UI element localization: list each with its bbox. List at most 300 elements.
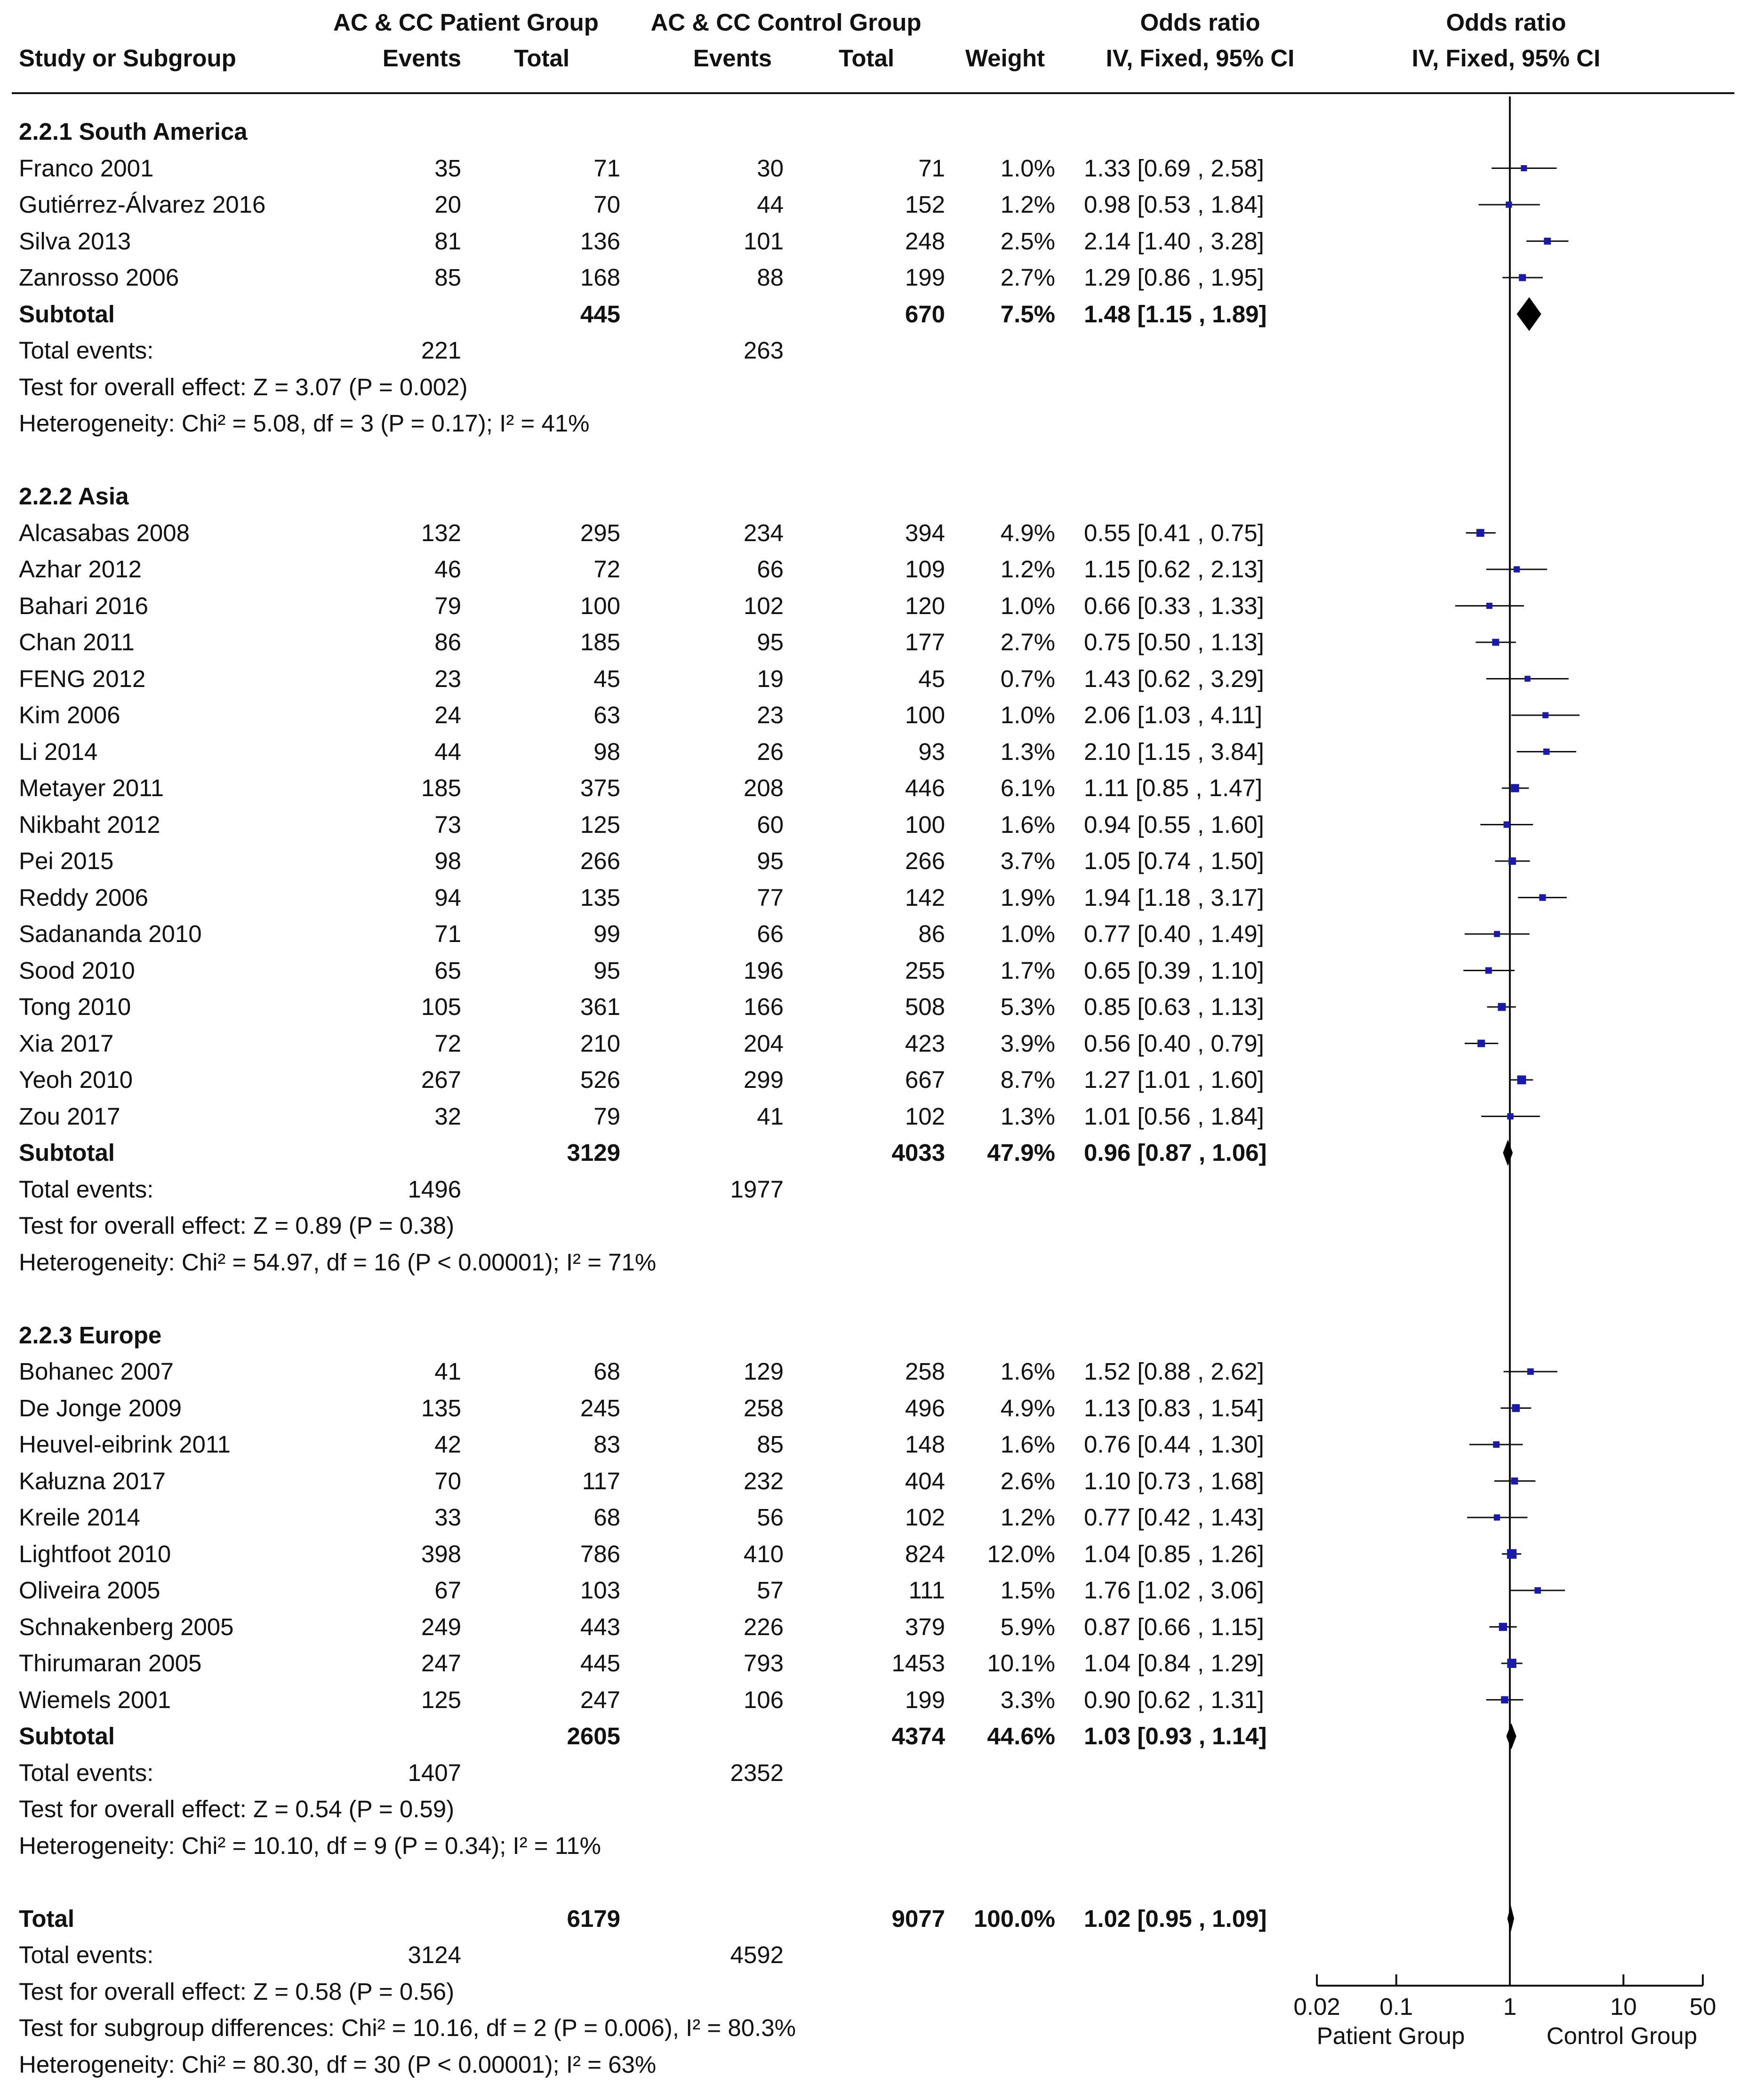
row-events-patient: 132 [421,519,461,546]
row-total-control: 379 [905,1613,945,1640]
row-events-control: 226 [743,1613,784,1640]
row-ci: 1.02 [0.95 , 1.09] [1084,1905,1267,1932]
row-events-patient: 23 [434,665,461,692]
row-total-patient: 83 [593,1431,620,1458]
row-weight: 3.3% [1000,1686,1055,1713]
row-events-control: 4592 [730,1941,784,1968]
row-total-control: 394 [905,519,945,546]
row-events-control: 77 [757,884,784,911]
row-total-control: 120 [905,592,945,619]
row-events-patient: 70 [434,1467,461,1494]
row-total-control: 142 [905,884,945,911]
row-total-control: 446 [905,775,945,801]
row-events-patient: 125 [421,1686,461,1713]
row-total-control: 248 [905,227,945,255]
row-events-control: 66 [757,556,784,583]
point-estimate [1498,1003,1506,1011]
row-total-control: 508 [905,993,945,1020]
row-ci: 0.87 [0.66 , 1.15] [1084,1613,1264,1640]
row-events-control: 102 [743,592,784,619]
row-label: Chan 2011 [19,629,135,655]
row-label: Subtotal [19,1723,115,1749]
row-total-patient: 72 [593,556,620,583]
row-label: Tong 2010 [19,993,131,1020]
row-ci: 1.11 [0.85 , 1.47] [1084,775,1263,801]
row-events-patient: 267 [421,1066,461,1093]
point-estimate [1486,603,1492,609]
row-total-patient: 247 [580,1686,620,1713]
row-ci: 0.85 [0.63 , 1.13] [1084,993,1264,1020]
row-total-patient: 526 [580,1066,620,1093]
row-ci: 1.29 [0.86 , 1.95] [1084,264,1264,291]
summary-diamond [1507,1906,1514,1932]
row-label: Li 2014 [19,738,98,765]
row-events-control: 208 [743,775,784,801]
row-events-control: 44 [757,191,784,218]
row-events-control: 60 [757,811,784,838]
row-total-patient: 70 [593,191,620,218]
row-total-patient: 63 [593,702,620,728]
row-label: Bohanec 2007 [19,1358,174,1385]
point-estimate [1507,1659,1516,1668]
row-total-control: 496 [905,1394,945,1421]
row-total-patient: 117 [582,1467,620,1494]
point-estimate [1512,1404,1520,1412]
row-ci: 1.27 [1.01 , 1.60] [1084,1066,1264,1093]
row-events-control: 258 [743,1394,784,1421]
header-patient-group: AC & CC Patient Group [333,9,599,36]
row-ci: 1.10 [0.73 , 1.68] [1084,1467,1264,1494]
row-total-patient: 295 [580,519,620,546]
header-method: IV, Fixed, 95% CI [1106,45,1295,72]
point-estimate [1504,822,1510,828]
row-events-control: 129 [743,1358,784,1385]
row-events-patient: 185 [421,775,461,801]
header-control-group: AC & CC Control Group [650,9,922,36]
row-ci: 0.56 [0.40 , 0.79] [1084,1030,1264,1057]
row-events-patient: 1407 [408,1759,461,1786]
row-total-control: 111 [908,1577,945,1604]
row-label: Total events: [19,1941,154,1968]
row-total-patient: 45 [593,665,620,692]
row-events-control: 410 [743,1540,784,1567]
point-estimate [1501,1696,1508,1703]
x-tick-label: 1 [1503,1993,1517,2020]
header-method-plot: IV, Fixed, 95% CI [1411,45,1601,72]
row-total-patient: 445 [580,300,620,327]
point-estimate [1514,566,1520,572]
row-weight: 1.6% [1000,811,1055,838]
row-label: Wiemels 2001 [19,1686,171,1713]
row-weight: 5.9% [1000,1613,1055,1640]
x-label-left: Patient Group [1316,2022,1465,2049]
row-weight: 2.7% [1000,264,1055,291]
point-estimate [1476,529,1484,537]
row-total-patient: 136 [580,227,620,255]
row-events-patient: 46 [434,556,461,583]
x-tick-label: 0.1 [1379,1993,1413,2020]
x-tick-label: 50 [1689,1993,1716,2020]
row-ci: 1.43 [0.62 , 3.29] [1084,665,1264,692]
row-total-patient: 79 [593,1102,620,1130]
row-ci: 0.55 [0.41 , 0.75] [1084,519,1264,546]
row-weight: 1.6% [1000,1358,1055,1385]
row-total-patient: 68 [593,1358,620,1385]
row-events-control: 101 [743,227,784,255]
row-total-control: 255 [905,957,945,984]
row-events-control: 23 [757,702,784,728]
row-events-patient: 135 [421,1394,461,1421]
row-ci: 1.01 [0.56 , 1.84] [1084,1102,1264,1130]
row-total-control: 4374 [891,1723,945,1749]
row-label: Heterogeneity: Chi² = 80.30, df = 30 (P < 0.00001); I² = 63% [19,2051,657,2078]
row-events-patient: 65 [434,957,461,984]
x-tick-label: 0.02 [1293,1993,1340,2020]
row-weight: 5.3% [1000,993,1055,1020]
row-label: Bahari 2016 [19,592,149,619]
row-total-patient: 99 [593,920,620,947]
header-events-control: Events [693,45,772,72]
row-events-patient: 249 [421,1613,461,1640]
row-events-patient: 44 [434,738,461,765]
point-estimate [1544,238,1551,245]
row-weight: 1.0% [1000,702,1055,728]
header-weight: Weight [965,45,1045,72]
row-ci: 0.98 [0.53 , 1.84] [1084,191,1264,218]
row-total-control: 1453 [891,1650,945,1677]
row-total-patient: 100 [580,592,620,619]
row-total-control: 404 [905,1467,945,1494]
row-weight: 6.1% [1000,775,1055,801]
row-ci: 0.66 [0.33 , 1.33] [1084,592,1264,619]
row-ci: 0.90 [0.62 , 1.31] [1084,1686,1264,1713]
row-events-patient: 71 [434,920,461,947]
row-events-control: 88 [757,264,784,291]
row-weight: 3.9% [1000,1030,1055,1057]
row-events-control: 56 [757,1504,784,1531]
point-estimate [1543,749,1549,755]
row-label: Lightfoot 2010 [19,1540,171,1567]
row-ci: 2.14 [1.40 , 3.28] [1084,227,1264,255]
row-ci: 0.75 [0.50 , 1.13] [1084,629,1264,655]
row-total-patient: 135 [580,884,620,911]
row-weight: 1.2% [1000,556,1055,583]
row-total-patient: 3129 [567,1139,620,1166]
x-tick-label: 10 [1610,1993,1637,2020]
row-events-control: 19 [757,665,784,692]
row-events-control: 95 [757,629,784,655]
row-ci: 0.94 [0.55 , 1.60] [1084,811,1264,838]
row-total-control: 45 [918,665,945,692]
row-label: Franco 2001 [19,154,154,182]
row-ci: 0.76 [0.44 , 1.30] [1084,1431,1264,1458]
row-label: Total events: [19,337,154,364]
row-total-patient: 445 [580,1650,620,1677]
row-events-patient: 35 [434,154,461,182]
row-total-patient: 786 [580,1540,620,1567]
row-total-control: 102 [905,1102,945,1130]
row-weight: 8.7% [1000,1066,1055,1093]
point-estimate [1493,1441,1499,1448]
header-study: Study or Subgroup [19,45,236,72]
point-estimate [1521,165,1527,171]
row-total-patient: 375 [580,775,620,801]
row-events-patient: 1496 [408,1175,461,1203]
row-weight: 1.7% [1000,957,1055,984]
point-estimate [1539,894,1546,901]
row-events-patient: 72 [434,1030,461,1057]
row-label: Sood 2010 [19,957,135,984]
row-events-control: 793 [743,1650,784,1677]
row-events-control: 263 [743,337,784,364]
row-label: 2.2.3 Europe [19,1321,162,1349]
row-events-patient: 94 [434,884,461,911]
row-total-control: 71 [918,154,945,182]
row-events-control: 41 [757,1102,784,1130]
row-label: Alcasabas 2008 [19,519,190,546]
point-estimate [1524,676,1531,682]
row-events-control: 299 [743,1066,784,1093]
row-label: Heterogeneity: Chi² = 10.10, df = 9 (P = 0.34); I² = 11% [19,1832,601,1859]
row-weight: 1.0% [1000,592,1055,619]
row-total-patient: 103 [580,1577,620,1604]
row-label: Metayer 2011 [19,775,164,801]
row-label: Thirumaran 2005 [19,1650,202,1677]
row-label: Zou 2017 [19,1102,120,1130]
row-label: Total events: [19,1759,154,1786]
summary-diamond [1503,1140,1513,1166]
row-weight: 1.3% [1000,738,1055,765]
row-weight: 47.9% [987,1139,1055,1166]
row-weight: 1.2% [1000,1504,1055,1531]
point-estimate [1527,1368,1534,1375]
row-weight: 1.2% [1000,191,1055,218]
point-estimate [1519,274,1526,281]
row-total-control: 4033 [891,1139,945,1166]
row-events-control: 85 [757,1431,784,1458]
header-total-control: Total [838,45,894,72]
row-events-patient: 67 [434,1577,461,1604]
point-estimate [1477,1040,1485,1047]
point-estimate [1508,857,1516,865]
row-ci: 0.96 [0.87 , 1.06] [1084,1139,1267,1166]
row-total-patient: 2605 [567,1723,620,1749]
row-weight: 1.0% [1000,154,1055,182]
point-estimate [1492,639,1499,646]
row-weight: 7.5% [1000,300,1055,327]
row-events-control: 234 [743,519,784,546]
point-estimate [1507,1549,1516,1558]
row-events-patient: 3124 [408,1941,461,1968]
row-events-control: 166 [743,993,784,1020]
row-label: Pei 2015 [19,847,114,874]
row-events-control: 26 [757,738,784,765]
row-total-control: 93 [918,738,945,765]
row-events-patient: 42 [434,1431,461,1458]
row-events-control: 106 [743,1686,784,1713]
row-weight: 0.7% [1000,665,1055,692]
row-ci: 2.10 [1.15 , 3.84] [1084,738,1264,765]
row-events-patient: 79 [434,592,461,619]
row-ci: 0.77 [0.42 , 1.43] [1084,1504,1264,1531]
point-estimate [1494,1514,1500,1520]
row-events-control: 95 [757,847,784,874]
point-estimate [1534,1587,1541,1594]
row-weight: 12.0% [987,1540,1055,1567]
header-odds-ratio-plot: Odds ratio [1446,9,1566,36]
row-ci: 1.52 [0.88 , 2.62] [1084,1358,1264,1385]
point-estimate [1499,1623,1507,1631]
row-total-control: 824 [905,1540,945,1567]
row-total-control: 670 [905,300,945,327]
row-label: Test for overall effect: Z = 0.54 (P = 0.59) [19,1796,455,1822]
row-label: Test for subgroup differences: Chi² = 10.16, df = 2 (P = 0.006), I² = 80.3% [19,2014,796,2041]
row-label: 2.2.2 Asia [19,483,129,510]
x-label-right: Control Group [1546,2022,1698,2049]
row-label: Total events: [19,1175,154,1203]
row-ci: 1.13 [0.83 , 1.54] [1084,1394,1264,1421]
row-total-patient: 443 [580,1613,620,1640]
row-label: Test for overall effect: Z = 0.58 (P = 0.56) [19,1978,455,2005]
row-total-control: 9077 [891,1905,945,1932]
row-ci: 1.94 [1.18 , 3.17] [1084,884,1264,911]
row-total-control: 109 [905,556,945,583]
row-events-patient: 24 [434,702,461,728]
row-total-patient: 168 [580,264,620,291]
row-label: Heterogeneity: Chi² = 5.08, df = 3 (P = 0.17); I² = 41% [19,410,590,437]
row-events-patient: 33 [434,1504,461,1531]
row-label: Kreile 2014 [19,1504,141,1531]
summary-diamond [1506,1723,1516,1749]
row-events-patient: 86 [434,629,461,655]
row-weight: 10.1% [987,1650,1055,1677]
point-estimate [1542,712,1548,719]
row-weight: 1.0% [1000,920,1055,947]
row-weight: 2.6% [1000,1467,1055,1494]
row-label: Test for overall effect: Z = 3.07 (P = 0.002) [19,373,468,400]
point-estimate [1517,1076,1526,1085]
point-estimate [1511,784,1519,792]
row-total-patient: 98 [593,738,620,765]
row-events-patient: 398 [421,1540,461,1567]
row-ci: 1.15 [0.62 , 2.13] [1084,556,1264,583]
row-total-control: 199 [905,1686,945,1713]
row-weight: 100.0% [974,1905,1055,1932]
row-label: Yeoh 2010 [19,1066,133,1093]
row-weight: 1.6% [1000,1431,1055,1458]
row-events-patient: 73 [434,811,461,838]
row-ci: 1.76 [1.02 , 3.06] [1084,1577,1264,1604]
row-total-patient: 266 [580,847,620,874]
row-weight: 1.9% [1000,884,1055,911]
row-label: Xia 2017 [19,1030,114,1057]
row-weight: 4.9% [1000,519,1055,546]
row-events-control: 2352 [730,1759,784,1786]
row-events-patient: 247 [421,1650,461,1677]
row-weight: 2.7% [1000,629,1055,655]
point-estimate [1511,1477,1518,1485]
header-total-patient: Total [513,45,569,72]
row-label: Nikbaht 2012 [19,811,160,838]
row-events-patient: 98 [434,847,461,874]
row-total-patient: 68 [593,1504,620,1531]
row-events-patient: 105 [421,993,461,1020]
row-events-patient: 41 [434,1358,461,1385]
row-total-control: 177 [905,629,945,655]
summary-diamond [1517,297,1541,331]
header-odds-ratio: Odds ratio [1140,9,1260,36]
row-total-patient: 210 [580,1030,620,1057]
row-total-control: 258 [905,1358,945,1385]
row-weight: 1.5% [1000,1577,1055,1604]
point-estimate [1507,1113,1513,1119]
row-total-control: 86 [918,920,945,947]
row-events-control: 196 [743,957,784,984]
row-label: Heuvel-eibrink 2011 [19,1431,231,1458]
row-ci: 1.04 [0.84 , 1.29] [1084,1650,1264,1677]
row-weight: 44.6% [987,1723,1055,1749]
row-events-control: 57 [757,1577,784,1604]
point-estimate [1485,967,1492,974]
row-total-control: 423 [905,1030,945,1057]
row-label: 2.2.1 South America [19,118,248,145]
row-events-control: 204 [743,1030,784,1057]
row-ci: 0.77 [0.40 , 1.49] [1084,920,1264,947]
row-label: Test for overall effect: Z = 0.89 (P = 0.38) [19,1212,455,1239]
row-events-patient: 85 [434,264,461,291]
row-ci: 2.06 [1.03 , 4.11] [1084,702,1263,728]
row-label: Reddy 2006 [19,884,149,911]
row-ci: 1.33 [0.69 , 2.58] [1084,154,1264,182]
row-total-patient: 95 [593,957,620,984]
row-total-patient: 71 [593,154,620,182]
row-weight: 4.9% [1000,1394,1055,1421]
row-label: Zanrosso 2006 [19,264,179,291]
row-ci: 1.03 [0.93 , 1.14] [1084,1723,1267,1749]
header-events-patient: Events [382,45,461,72]
row-label: FENG 2012 [19,665,146,692]
row-total-patient: 125 [580,811,620,838]
row-label: Gutiérrez-Álvarez 2016 [19,191,266,218]
row-total-patient: 6179 [567,1905,620,1932]
row-label: Silva 2013 [19,227,131,255]
row-events-patient: 81 [434,227,461,255]
row-label: Subtotal [19,300,115,327]
row-label: Kim 2006 [19,702,120,728]
row-weight: 1.3% [1000,1102,1055,1130]
point-estimate [1494,931,1500,937]
row-total-patient: 185 [580,629,620,655]
row-label: De Jonge 2009 [19,1394,182,1421]
row-events-control: 66 [757,920,784,947]
row-events-patient: 32 [434,1102,461,1130]
row-total-control: 100 [905,702,945,728]
row-label: Sadananda 2010 [19,920,202,947]
row-ci: 1.48 [1.15 , 1.89] [1084,300,1267,327]
row-weight: 2.5% [1000,227,1055,255]
point-estimate [1506,201,1512,208]
row-total-control: 199 [905,264,945,291]
row-label: Subtotal [19,1139,115,1166]
row-total-control: 266 [905,847,945,874]
row-label: Oliveira 2005 [19,1577,160,1604]
row-events-patient: 221 [421,337,461,364]
row-label: Schnakenberg 2005 [19,1613,234,1640]
row-events-control: 30 [757,154,784,182]
row-total-control: 667 [905,1066,945,1093]
row-label: Azhar 2012 [19,556,142,583]
row-ci: 0.65 [0.39 , 1.10] [1084,957,1264,984]
